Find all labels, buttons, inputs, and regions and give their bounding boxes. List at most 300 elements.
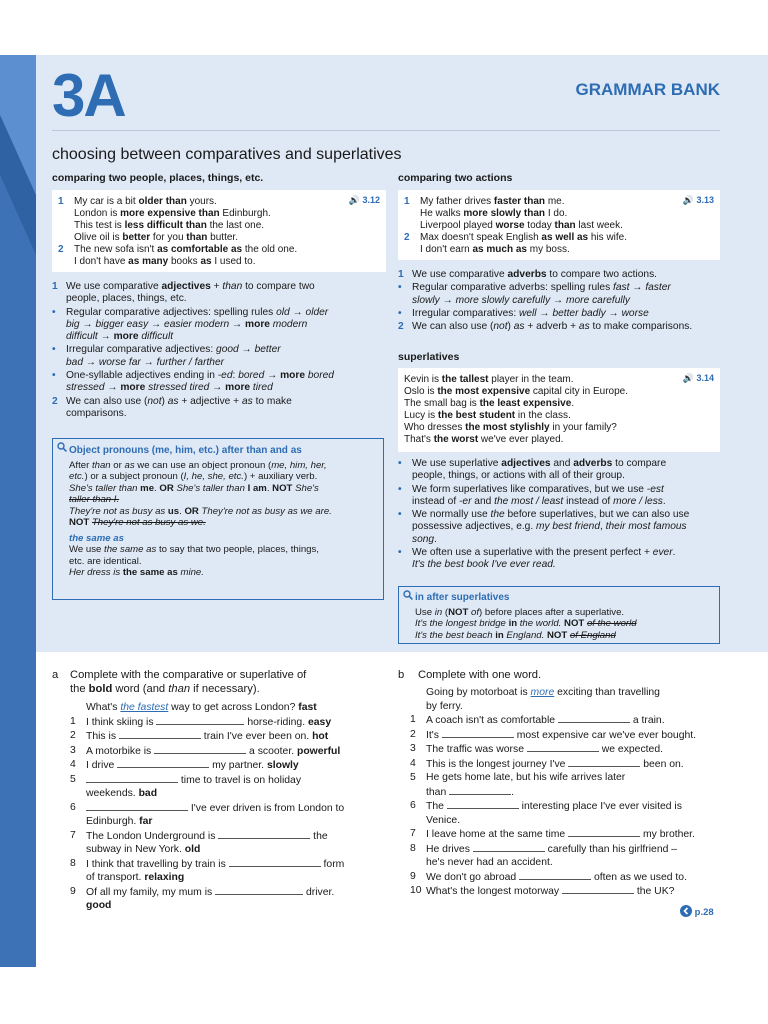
text-run: hot — [312, 731, 329, 742]
text-run: Complete with the comparative or superlative of — [70, 669, 307, 681]
text-run: It's — [426, 729, 442, 741]
right-subhead: comparing two actions — [398, 172, 513, 184]
text-line — [69, 483, 377, 495]
text-run: yours. — [186, 196, 217, 207]
text-run: → — [229, 318, 246, 330]
text-run: we expected. — [598, 744, 663, 755]
exercise-a-instruction-text — [70, 668, 390, 696]
text-run: She's — [292, 482, 319, 494]
text-run: the old one. — [242, 244, 298, 255]
text-run: A coach isn't as comfortable — [426, 715, 558, 726]
item-number: 8 — [410, 842, 416, 854]
object-pronouns-tip — [52, 438, 384, 600]
text-run: as — [200, 256, 212, 267]
header-divider — [52, 130, 720, 131]
text-line — [66, 344, 386, 356]
answer-blank[interactable] — [527, 742, 599, 752]
text-run: . — [179, 505, 185, 517]
exercise-item — [410, 799, 730, 827]
text-run: than — [91, 459, 111, 471]
text-line — [426, 884, 730, 899]
text-run: Her dress is — [69, 567, 123, 578]
exercise-item — [70, 885, 390, 913]
text-run: Lucy is — [404, 410, 438, 421]
text-run: instead of — [412, 495, 460, 507]
text-run: as well as — [541, 232, 589, 243]
text-run: → — [605, 307, 622, 319]
text-line — [74, 196, 380, 208]
answer-blank[interactable] — [473, 842, 545, 852]
text-run: as much as — [472, 244, 527, 255]
text-run: NOT — [564, 618, 585, 629]
text-run: badly — [581, 307, 606, 319]
exercise-item — [70, 857, 390, 885]
text-line — [412, 282, 720, 294]
note-marker: • — [52, 370, 56, 382]
text-line — [426, 742, 730, 757]
text-run: people, things, or actions with all of their group. — [412, 470, 625, 482]
text-line — [426, 713, 730, 728]
text-line — [74, 256, 380, 268]
text-run: fast — [613, 282, 630, 294]
rule-note — [52, 344, 386, 369]
text-line — [86, 744, 390, 759]
text-run: more expensive than — [120, 208, 220, 219]
item-number: 9 — [410, 870, 416, 882]
text-run: word (and — [112, 683, 169, 695]
text-run: I don't earn — [420, 244, 473, 255]
text-run: The new sofa isn't — [74, 244, 158, 255]
text-run: Olive oil is — [74, 232, 123, 243]
text-run: and — [550, 458, 574, 469]
text-run: ) — [507, 321, 514, 333]
text-run: to compare two actions. — [546, 269, 658, 280]
text-run: the worst — [433, 434, 479, 445]
text-run: NOT — [69, 517, 90, 528]
text-line — [66, 408, 386, 420]
text-run: to compare — [612, 458, 667, 469]
text-run: easy — [307, 716, 332, 728]
text-run: Irregular comparatives: — [412, 307, 520, 319]
text-line — [412, 496, 720, 508]
text-run: of transport. — [86, 872, 145, 883]
text-run: their most famous — [605, 521, 687, 533]
example-number: 1 — [58, 196, 64, 207]
text-run: → — [550, 294, 567, 306]
text-line — [426, 785, 730, 800]
text-run: ( — [442, 606, 449, 618]
text-run: more — [245, 318, 270, 330]
exercise-item — [410, 742, 730, 757]
page-edge-strip — [0, 55, 36, 1004]
text-run: before superlatives, but we can also use — [504, 509, 690, 521]
text-line — [412, 321, 720, 333]
text-run: The London Underground is — [86, 830, 219, 842]
text-line — [412, 534, 720, 546]
answer-blank[interactable] — [442, 728, 514, 738]
text-run: comparisons. — [66, 407, 127, 419]
text-run: Regular comparative adjectives: spelling rules — [66, 306, 277, 318]
text-run: I used to. — [211, 256, 256, 267]
text-run: time to travel is on holiday — [178, 774, 302, 786]
answer-blank[interactable] — [562, 884, 634, 894]
text-run: books — [168, 256, 201, 267]
exercise-b-items — [410, 686, 730, 899]
text-line — [415, 630, 713, 642]
text-run: been on. — [640, 758, 684, 770]
text-run: This is the longest journey I've — [426, 758, 569, 770]
text-run: more — [113, 331, 139, 343]
text-run: me — [140, 482, 155, 494]
text-run: We normally use — [412, 509, 491, 521]
text-run: last week. — [575, 220, 623, 231]
text-run: as comfortable as — [157, 244, 243, 255]
text-line — [86, 715, 390, 730]
text-run: more carefully — [566, 294, 631, 306]
text-run: as — [124, 459, 135, 471]
rule-note — [398, 269, 720, 281]
text-run: After — [69, 459, 92, 471]
text-line — [86, 857, 390, 872]
text-run: the — [490, 509, 505, 521]
text-run: the tallest — [441, 374, 489, 385]
text-run: It's the best beach — [415, 629, 496, 641]
text-line — [86, 829, 390, 844]
left-subhead: comparing two people, places, things, etc. — [52, 172, 264, 184]
text-run: → — [209, 382, 226, 394]
text-run: faster than — [493, 196, 546, 207]
text-line — [426, 771, 730, 785]
text-line — [69, 506, 377, 518]
left-example-box — [52, 190, 386, 272]
text-run: We use superlative — [412, 458, 502, 469]
item-number: 6 — [410, 800, 416, 811]
text-run: horse-riding. — [244, 716, 308, 728]
text-run: -ed — [217, 370, 233, 382]
text-line — [86, 815, 390, 829]
note-marker: • — [398, 509, 402, 521]
text-run: He walks — [420, 208, 464, 219]
text-line — [426, 799, 730, 814]
note-marker: • — [398, 307, 402, 319]
text-run: I am — [247, 482, 267, 494]
text-run: OR — [159, 482, 174, 494]
exercise-item — [70, 715, 390, 730]
text-run: ) before places after a superlative. — [479, 606, 625, 618]
text-run: They're not as busy as we are. — [198, 505, 332, 517]
text-run: : — [232, 370, 239, 382]
text-run: → — [97, 331, 114, 343]
text-line — [412, 509, 720, 521]
text-run: good — [86, 900, 112, 911]
text-run: London is — [74, 208, 121, 219]
text-run: worse — [621, 307, 649, 319]
text-run: me, him, her, — [271, 459, 327, 471]
text-line — [66, 357, 386, 369]
answer-blank[interactable] — [154, 744, 246, 754]
answer-blank[interactable] — [86, 801, 188, 811]
item-number: 4 — [410, 757, 416, 769]
text-line — [69, 567, 377, 579]
text-run: . — [266, 482, 273, 494]
text-line — [412, 547, 720, 559]
text-run: It's the best book I've ever read. — [412, 559, 556, 571]
text-run: form — [320, 858, 345, 870]
answer-blank[interactable] — [447, 799, 519, 809]
text-run: OR — [184, 505, 199, 517]
text-line — [69, 556, 377, 568]
exercise-item — [410, 827, 730, 842]
text-run: → — [264, 370, 281, 382]
text-run: in — [434, 606, 443, 618]
text-run: → — [629, 282, 646, 294]
text-run: We use comparative — [66, 281, 162, 292]
text-run: My car is a bit — [74, 196, 139, 207]
text-line — [69, 544, 377, 556]
item-number: 5 — [410, 772, 416, 783]
text-run: I think skiing is — [86, 716, 157, 728]
text-run: big — [66, 318, 80, 330]
example-answer: more — [530, 687, 555, 698]
text-run: It's the longest bridge — [415, 618, 509, 629]
note-marker: 1 — [52, 281, 58, 292]
rule-note — [398, 509, 720, 546]
text-run: What's — [86, 702, 121, 713]
text-run: I think that travelling by train is — [86, 858, 229, 870]
text-line — [74, 220, 380, 232]
exercise-item — [70, 744, 390, 759]
text-run: than — [222, 281, 243, 292]
text-line — [86, 701, 390, 715]
example-group — [404, 232, 714, 256]
text-run: way to get across London? — [168, 702, 299, 713]
text-line — [86, 801, 390, 816]
text-run: than — [168, 683, 191, 695]
answer-blank[interactable] — [117, 758, 209, 768]
audio-number: 3.14 — [696, 373, 714, 383]
text-run: the least expensive — [479, 398, 572, 409]
audio-track-label[interactable]: 🔊 3.13 — [682, 195, 714, 205]
text-run: often as we used to. — [591, 871, 687, 883]
text-run: What's the longest motorway — [426, 886, 562, 897]
item-number: 1 — [70, 715, 76, 727]
text-run: tired — [189, 382, 210, 394]
rule-note — [52, 396, 386, 421]
text-run: -est — [646, 483, 664, 495]
tip-title: in after superlatives — [415, 592, 510, 603]
text-run: She's taller than — [69, 482, 141, 494]
text-line — [415, 618, 713, 630]
text-run: → — [148, 318, 165, 330]
note-marker: 2 — [52, 395, 58, 407]
text-line — [66, 370, 386, 382]
exercise-item — [70, 758, 390, 773]
exercise-a-letter: a — [52, 669, 59, 681]
text-run: the same as — [122, 567, 178, 578]
answer-blank[interactable] — [86, 773, 178, 783]
text-run: better — [552, 307, 579, 319]
text-run: to compare two — [242, 281, 315, 292]
text-run: , — [600, 521, 606, 533]
text-run: I drive — [86, 760, 118, 771]
text-line — [412, 308, 720, 320]
text-line — [66, 319, 386, 331]
text-run: butter. — [207, 232, 238, 243]
text-run: as — [513, 321, 525, 333]
text-run: The — [426, 801, 447, 812]
text-line — [426, 827, 730, 842]
text-run: by ferry. — [426, 700, 463, 712]
text-run: I've ever driven is from London to — [188, 802, 345, 814]
item-number: 2 — [70, 730, 76, 741]
text-line — [420, 244, 714, 256]
text-run: difficult — [138, 331, 174, 343]
text-line — [412, 458, 720, 470]
answer-blank[interactable] — [218, 829, 310, 839]
text-run: weekends. — [86, 788, 139, 799]
exercise-a-instructions — [52, 668, 390, 696]
note-marker: • — [398, 458, 402, 469]
exercise-item — [410, 757, 730, 772]
exercise-item — [70, 701, 390, 715]
text-line — [86, 729, 390, 744]
note-marker: 1 — [398, 269, 404, 280]
text-run: more — [225, 382, 251, 394]
text-run: Who dresses — [404, 422, 466, 433]
text-line — [420, 220, 714, 232]
text-run: and — [471, 495, 495, 507]
text-run: We can also use ( — [412, 321, 494, 333]
exercise-item — [410, 771, 730, 799]
text-line — [412, 521, 720, 533]
text-run: the same as — [104, 544, 157, 555]
example-group — [58, 244, 380, 268]
text-line — [426, 842, 730, 857]
magnifier-icon — [57, 442, 67, 452]
answer-blank[interactable] — [449, 785, 511, 795]
answer-blank[interactable] — [229, 857, 321, 867]
tip-lines — [415, 607, 713, 642]
text-run: . — [434, 533, 437, 545]
text-line — [66, 331, 386, 343]
text-line — [69, 517, 377, 529]
text-line — [404, 386, 714, 398]
answer-blank[interactable] — [119, 729, 201, 739]
text-run: Edinburgh. — [86, 816, 140, 827]
answer-blank[interactable] — [215, 885, 303, 895]
text-run: England. — [503, 629, 545, 641]
rule-note — [52, 281, 386, 306]
text-line — [426, 870, 730, 885]
text-run: . — [672, 547, 676, 559]
text-line — [69, 494, 377, 506]
answer-blank[interactable] — [558, 713, 630, 723]
text-run: we've ever played. — [478, 434, 564, 445]
text-run: + — [210, 281, 223, 292]
text-run: my partner. — [209, 760, 267, 771]
text-line — [420, 208, 714, 220]
text-line — [66, 281, 386, 293]
answer-blank[interactable] — [568, 827, 640, 837]
text-line — [412, 269, 720, 281]
answer-blank[interactable] — [156, 715, 244, 725]
text-run: than — [186, 232, 208, 243]
note-marker: • — [52, 344, 56, 356]
text-line — [86, 773, 390, 788]
text-run: adjectives — [161, 281, 211, 292]
text-run: if necessary). — [190, 683, 260, 695]
text-line — [66, 293, 386, 305]
text-run: Kevin is — [404, 374, 442, 385]
exercise-a-items — [70, 701, 390, 913]
text-run: We don't go abroad — [426, 871, 520, 883]
text-line — [86, 899, 390, 913]
text-run: . — [511, 786, 515, 798]
text-run: in the class. — [515, 410, 571, 421]
audio-number: 3.12 — [362, 195, 380, 205]
audio-track-label[interactable]: 🔊 3.14 — [682, 373, 714, 383]
example-group — [58, 196, 380, 244]
text-run: He gets home late, but his wife arrives later — [426, 772, 626, 783]
text-run: NOT — [272, 482, 293, 494]
text-line — [426, 686, 730, 700]
text-run: the — [70, 683, 89, 695]
text-run: Edinburgh. — [219, 208, 271, 219]
item-number: 9 — [70, 885, 76, 897]
text-run: Regular comparative adverbs: spelling rules — [412, 282, 614, 294]
text-line — [70, 682, 390, 696]
text-run: taller than I. — [69, 494, 120, 505]
text-run: not — [493, 321, 508, 333]
text-run: → — [289, 306, 306, 318]
exercise-item — [70, 829, 390, 857]
text-line — [426, 757, 730, 772]
note-marker: • — [398, 282, 402, 294]
text-run: the UK? — [633, 886, 675, 897]
answer-blank[interactable] — [519, 870, 591, 880]
item-number: 7 — [410, 828, 416, 839]
text-run: easy — [126, 318, 149, 330]
item-number: 5 — [70, 773, 76, 785]
text-line — [70, 668, 390, 682]
answer-blank[interactable] — [568, 757, 640, 767]
text-run: bad — [138, 788, 158, 799]
text-run: carefully than his girlfriend – — [544, 843, 678, 855]
text-run: Liverpool played — [420, 220, 496, 231]
text-run: → — [140, 356, 157, 368]
exercise-item — [70, 801, 390, 829]
text-run: stressed — [145, 382, 187, 394]
audio-track-label[interactable]: 🔊 3.12 — [348, 195, 380, 205]
exercise-item — [410, 686, 730, 713]
text-run: The small bag is — [404, 398, 480, 409]
text-run: → — [79, 318, 96, 330]
text-run: A motorbike is — [86, 745, 155, 757]
text-run: tired — [250, 382, 273, 394]
text-run: . — [662, 495, 666, 507]
text-line — [412, 470, 720, 482]
text-run: interesting place I've ever visited is — [518, 801, 682, 812]
text-run: bold — [88, 683, 113, 695]
text-run: NOT — [546, 629, 568, 641]
text-line — [69, 471, 377, 483]
example-number: 1 — [404, 196, 410, 207]
page-reference-link[interactable] — [680, 905, 714, 918]
superlatives-example-box — [398, 368, 720, 452]
section-title: choosing between comparatives and superlatives — [52, 146, 402, 163]
text-run: of — [471, 606, 480, 618]
text-line — [418, 668, 738, 682]
